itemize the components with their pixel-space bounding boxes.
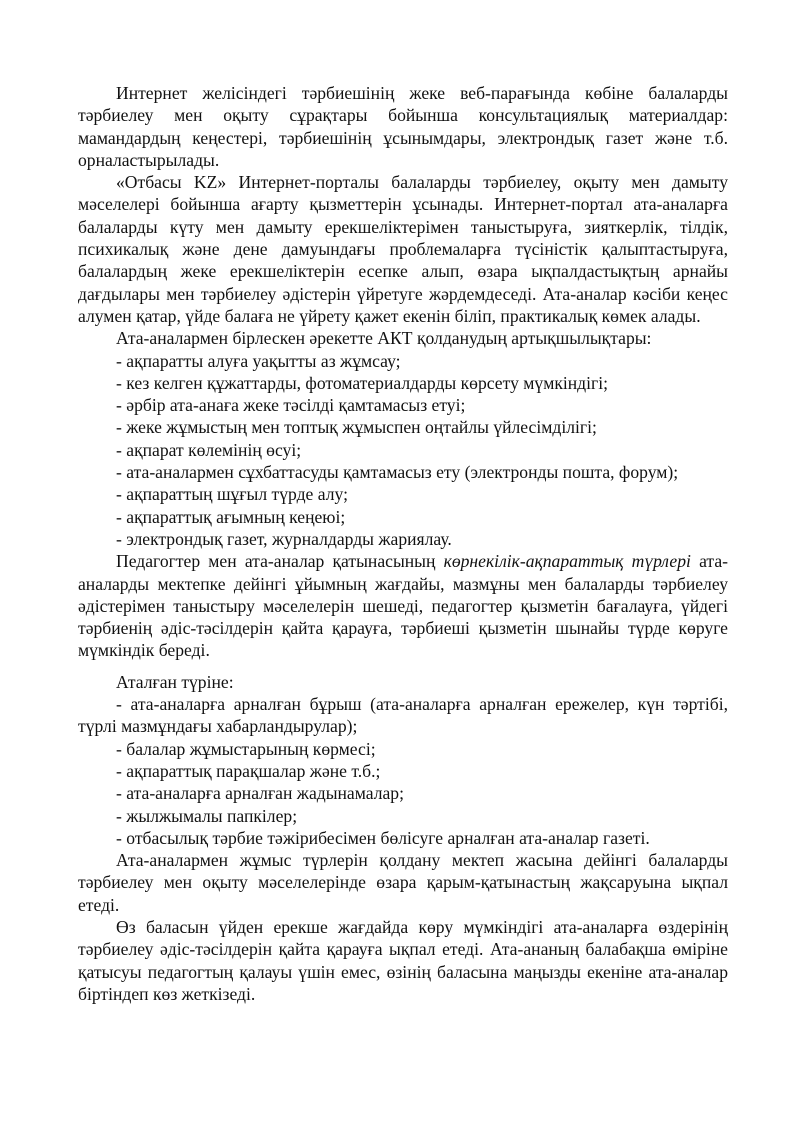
- paragraph-work-forms: Ата-аналармен жұмыс түрлерін қолдану мектеп жасына дейінгі балаларды тәрбиелеу мен оқыту мәселелерінде өзара қарым-қатынастың жақсаруына ықпал етеді.: [78, 850, 728, 915]
- list-item: - балалар жұмыстарының көрмесі;: [116, 738, 376, 759]
- paragraph-otbasy-portal: «Отбасы KZ» Интернет-порталы балаларды тәрбиелеу, оқыту мен дамыту мәселелері бойынша ағарту қызметтерін ұсынады. Интернет-портал ата-аналарға балаларды күту мен дамыту ерекшеліктерімен таныстыруға, зияткерлік, тілдік, психикалық және дене дамуындағы проблемаларға түсіністік қалыптастыруға, балалардың жеке ерекшеліктерін есепке алып, өзара ықпалдастықтың арнайы дағдылары мен тәрбиелеу әдістерін үйретуге жәрдемдеседі. Ата-аналар кәсіби кеңес алумен қатар, үйде балаға не үйрету қажет екенін біліп, практикалық көмек алады.: [78, 172, 728, 326]
- list-item: - ақпараттың шұғыл түрде алу;: [116, 484, 348, 505]
- italic-term: көрнекілік-ақпараттық түрлері: [443, 551, 691, 572]
- visual-forms-list: [78, 693, 728, 849]
- document-page: [78, 82, 728, 1005]
- list-item: - әрбір ата-анаға жеке тәсілді қамтамасыз етуі;: [116, 395, 466, 416]
- list-item: - ақпарат көлемінің өсуі;: [116, 439, 302, 460]
- list-item: - отбасылық тәрбие тәжірибесімен бөлісуге арналған ата-аналар газеті.: [116, 827, 650, 848]
- list-item: - ақпаратты алуға уақытты аз жұмсау;: [116, 350, 401, 371]
- list-item: - ақпараттық ағымның кеңеюі;: [116, 506, 346, 527]
- list-item: - жылжымалы папкілер;: [116, 805, 298, 826]
- ict-advantages-list: [78, 350, 728, 551]
- list-item: - жеке жұмыстың мен топтық жұмыспен оңтайлы үйлесімділігі;: [116, 417, 597, 438]
- paragraph-parent-participation: Өз баласын үйден ерекше жағдайда көру мүмкіндігі ата-аналарға өздерінің тәрбиелеу әдіс-тәсілдерін қайта қарауға ықпал етеді. Ата-ананың балабақша өміріне қатысуы педагогтың қалауы үшін емес, өзінің баласына маңызды екеніне ата-аналар біртіндеп көз жеткізеді.: [78, 916, 728, 1004]
- list-item: - ата-аналармен сұхбаттасуды қамтамасыз ету (электронды пошта, форум);: [116, 462, 679, 483]
- paragraph-text: Педагогтер мен ата-аналар қатынасының: [116, 551, 444, 572]
- paragraph-visual-info-forms: [78, 550, 728, 661]
- list-item: - ақпараттық парақшалар және т.б.;: [116, 760, 381, 781]
- list-item: - электрондық газет, журналдарды жариялау.: [116, 528, 452, 549]
- paragraph-web-page: Интернет желісіндегі тәрбиешінің жеке веб-парағында көбіне балаларды тәрбиелеу мен оқыту сұрақтары бойынша консультациялық материалдар: мамандардың кеңестері, тәрбиешінің ұсынымдары, электрондық газет және т.б. орналастырылады.: [78, 83, 728, 170]
- list-item: - ата-аналарға арналған бұрыш (ата-аналарға арналған ережелер, күн тәртібі, түрлі мазмұндағы хабарландырулар);: [78, 694, 728, 737]
- list-item: - кез келген құжаттарды, фотоматериалдарды көрсету мүмкіндігі;: [116, 372, 609, 393]
- paragraph-named-types: Аталған түріне:: [116, 671, 234, 692]
- paragraph-text: ата-аналарды мектепке дейінгі ұйымның жағдайы, мазмұны мен балаларды тәрбиелеу әдістерімен таныстыру мәселелерін шешеді, педагогтер қызметін бағалауға, үйдегі тәрбиенің әдіс-тәсілдерін қайта қарауға, тәрбиеші қызметін шынайы түрде көруге мүмкіндік береді.: [78, 551, 729, 661]
- list-item: - ата-аналарға арналған жадынамалар;: [116, 783, 404, 804]
- paragraph-ict-advantages-intro: Ата-аналармен бірлескен әрекетте АКТ қолданудың артықшылықтары:: [116, 328, 652, 349]
